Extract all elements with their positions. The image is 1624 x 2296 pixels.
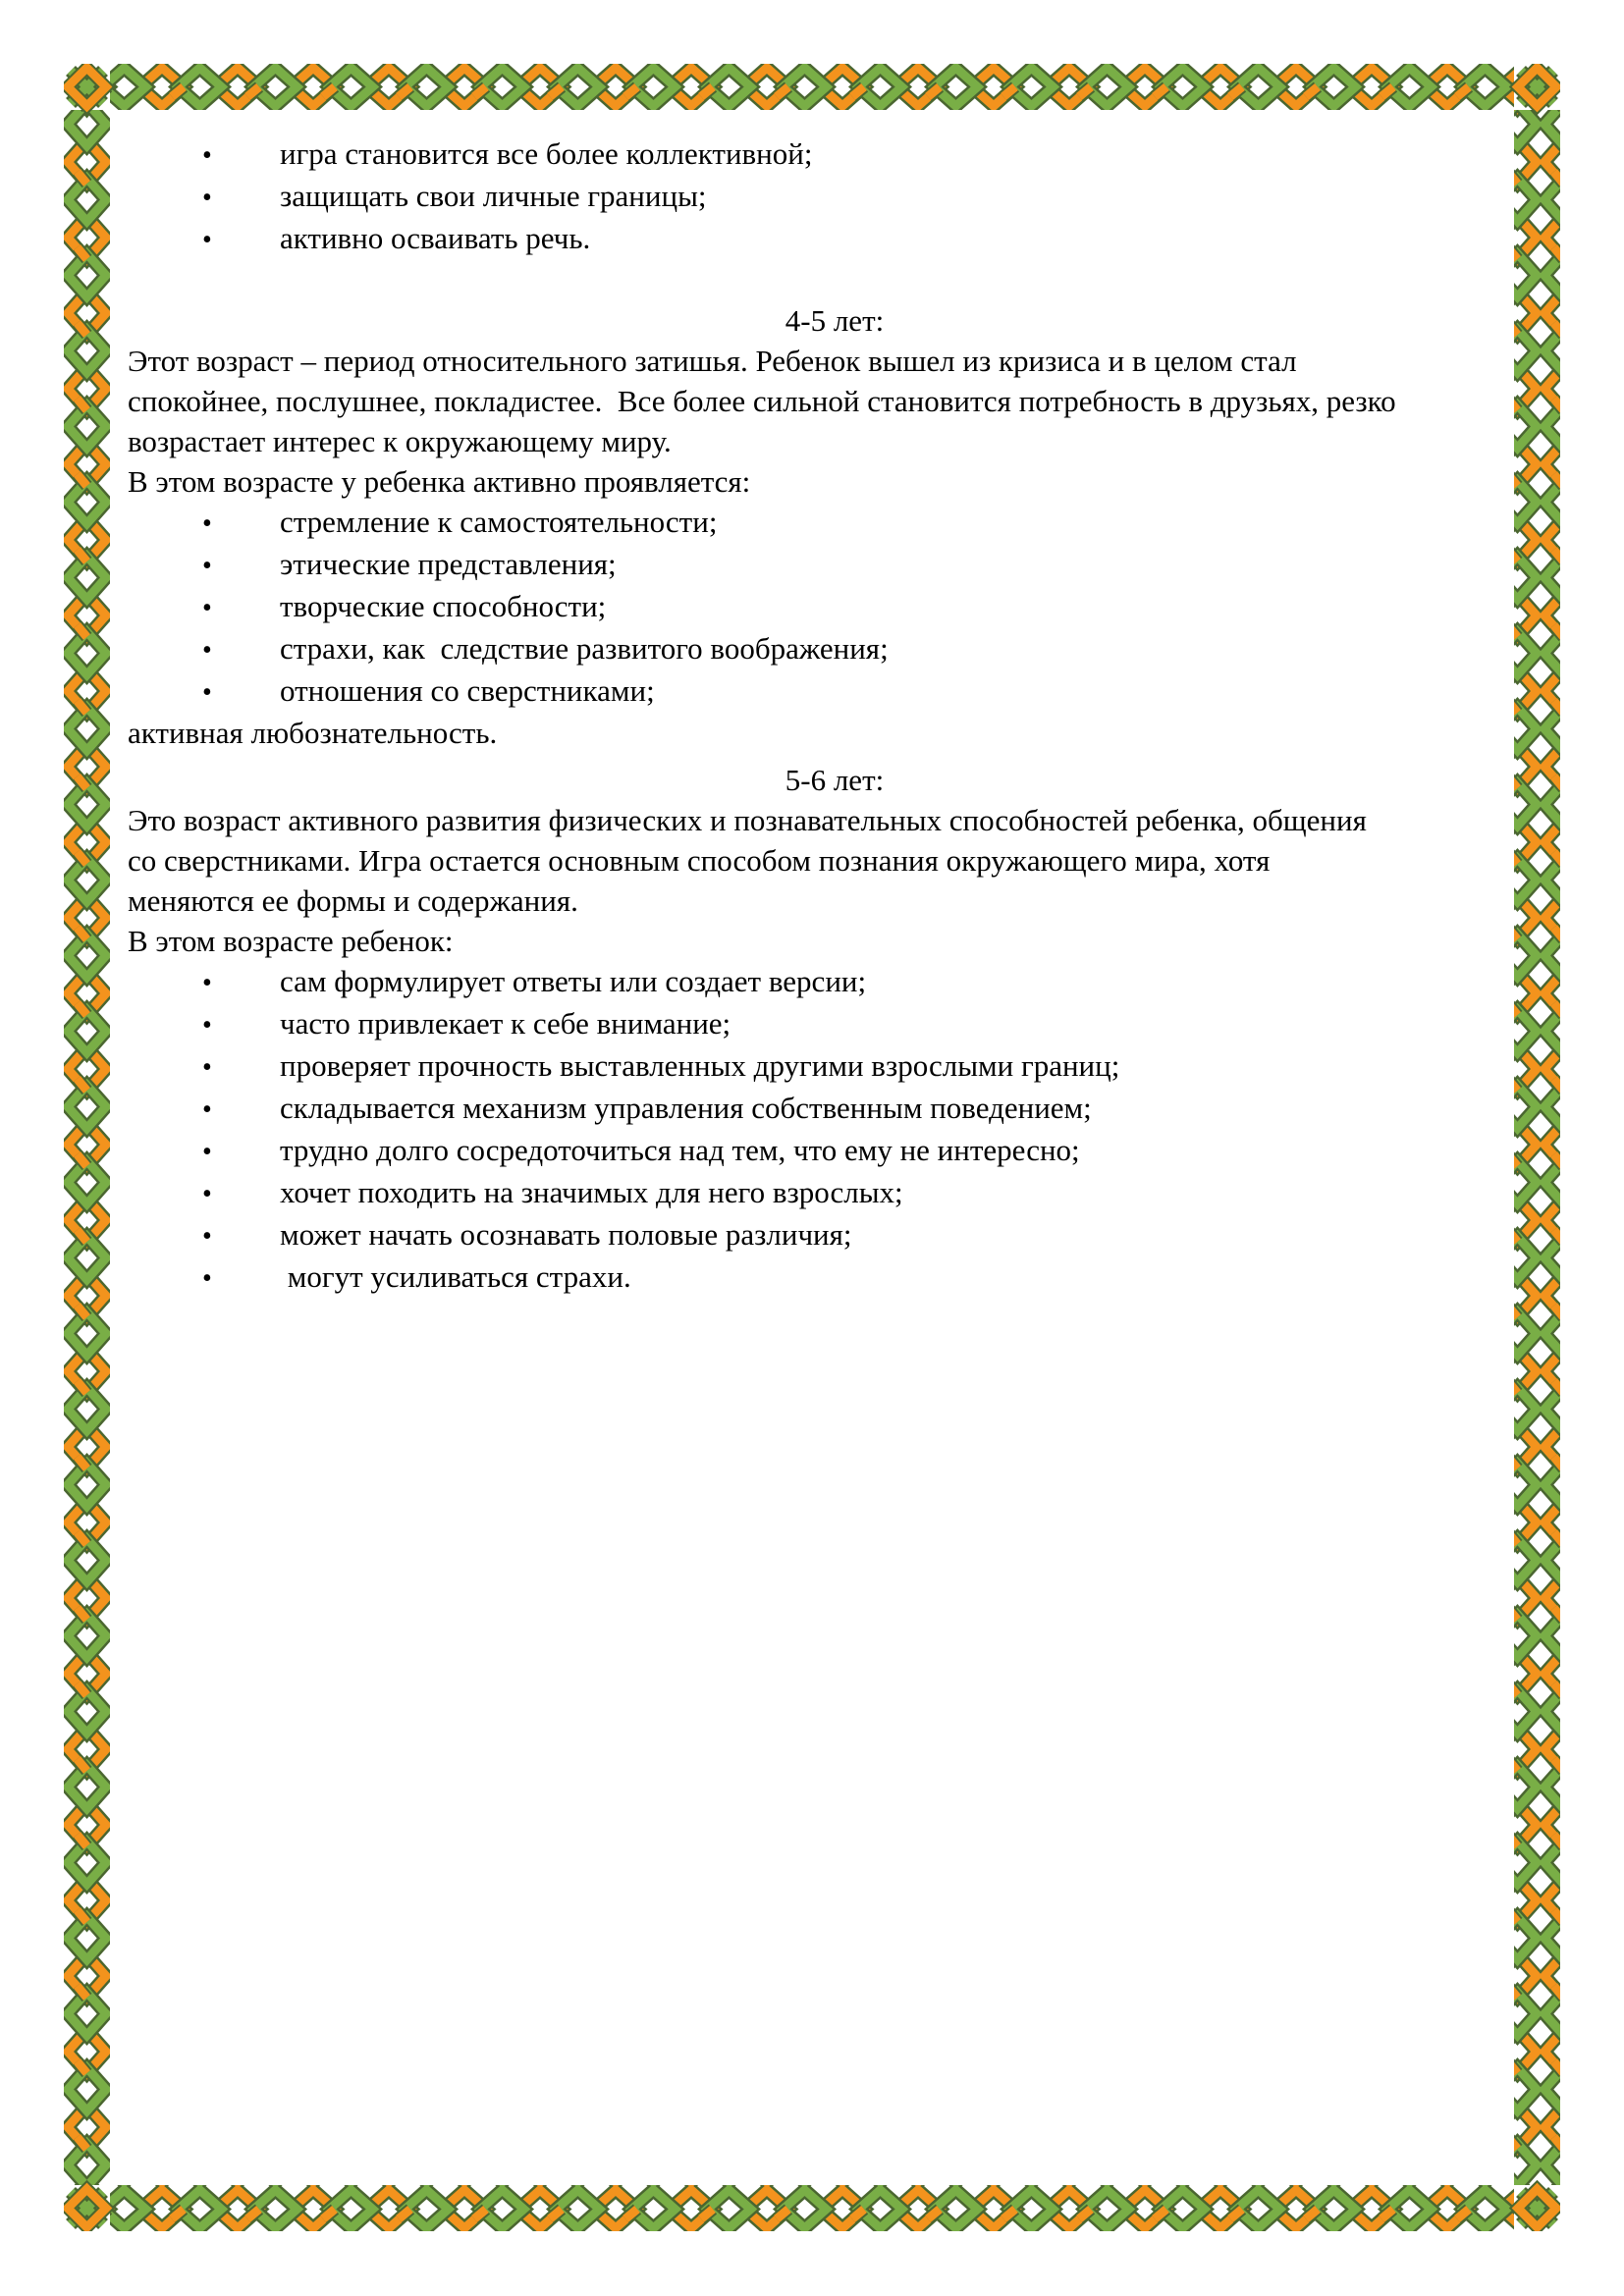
bullet-dot-icon: • xyxy=(202,1179,212,1209)
list-item-text: может начать осознавать половые различия; xyxy=(280,1217,852,1252)
paragraph-line: спокойнее, послушнее, покладистее. Все более сильной становится потребность в друзьях, резко xyxy=(128,384,1396,418)
bullet-dot-icon: • xyxy=(202,1010,212,1041)
list-item xyxy=(128,176,1542,218)
list-item-text: творческие способности; xyxy=(280,589,607,623)
bullet-dot-icon: • xyxy=(202,1052,212,1083)
list-item-text: хочет походить на значимых для него взрослых; xyxy=(280,1175,903,1209)
bullet-dot-icon: • xyxy=(202,225,212,255)
outro-4-5: активная любознательность. xyxy=(128,716,498,750)
list-item xyxy=(128,961,1542,1003)
list-item xyxy=(128,218,1542,260)
bullet-dot-icon: • xyxy=(202,551,212,581)
list-item-text: активно осваивать речь. xyxy=(280,221,591,255)
list-item xyxy=(128,1088,1542,1130)
bullet-dot-icon: • xyxy=(202,677,212,708)
list-item-text: страхи, как следствие развитого воображения; xyxy=(280,631,889,666)
paragraph-line: меняются ее формы и содержания. xyxy=(128,883,578,918)
border-corner-top-left xyxy=(68,68,106,106)
bullet-dot-icon: • xyxy=(202,1263,212,1294)
border-corner-bottom-right xyxy=(1518,2189,1556,2227)
border-top-strip xyxy=(110,64,1514,110)
bullet-dot-icon: • xyxy=(202,635,212,666)
border-bottom-strip xyxy=(110,2185,1514,2231)
list-item xyxy=(128,628,1542,670)
list-item xyxy=(128,1214,1542,1256)
list-item xyxy=(128,586,1542,628)
list-item xyxy=(128,1045,1542,1088)
list-item-text: защищать свои личные границы; xyxy=(280,179,707,213)
list-item-text: часто привлекает к себе внимание; xyxy=(280,1006,731,1041)
intro-bullet-list xyxy=(128,133,1542,260)
bullet-list-5-6 xyxy=(128,961,1542,1299)
bullet-dot-icon: • xyxy=(202,1137,212,1167)
list-item-text: стремление к самостоятельности; xyxy=(280,505,718,539)
list-item xyxy=(128,502,1542,544)
section-heading-5-6: 5-6 лет: xyxy=(785,763,885,797)
list-item-text: игра становится все более коллективной; xyxy=(280,136,813,171)
paragraph-line: Это возраст активного развития физических и познавательных способностей ребенка, общения xyxy=(128,803,1367,837)
paragraph-5-6 xyxy=(128,800,1542,921)
list-item xyxy=(128,1256,1542,1299)
list-item xyxy=(128,1130,1542,1172)
border-corner-bottom-left xyxy=(68,2189,106,2227)
bullet-dot-icon: • xyxy=(202,183,212,213)
list-item-text: трудно долго сосредоточиться над тем, что ему не интересно; xyxy=(280,1133,1080,1167)
bullet-list-4-5 xyxy=(128,502,1542,713)
bullet-dot-icon: • xyxy=(202,593,212,623)
section-heading-4-5: 4-5 лет: xyxy=(785,303,885,338)
list-item xyxy=(128,1172,1542,1214)
bullet-dot-icon: • xyxy=(202,968,212,998)
bullet-dot-icon: • xyxy=(202,508,212,539)
list-item-text: этические представления; xyxy=(280,547,617,581)
list-item-text: отношения со сверстниками; xyxy=(280,673,655,708)
lead-in-4-5: В этом возрасте у ребенка активно проявляется: xyxy=(128,464,751,499)
lead-in-5-6: В этом возрасте ребенок: xyxy=(128,924,454,958)
list-item-text: могут усиливаться страхи. xyxy=(280,1259,631,1294)
border-corner-top-right xyxy=(1518,68,1556,106)
paragraph-4-5 xyxy=(128,341,1542,461)
document-content xyxy=(128,133,1542,1299)
border-left-strip xyxy=(64,110,110,2185)
bullet-dot-icon: • xyxy=(202,140,212,171)
list-item-text: проверяет прочность выставленных другими взрослыми границ; xyxy=(280,1048,1120,1083)
bullet-dot-icon: • xyxy=(202,1095,212,1125)
list-item xyxy=(128,133,1542,176)
bullet-dot-icon: • xyxy=(202,1221,212,1252)
list-item-text: складывается механизм управления собственным поведением; xyxy=(280,1091,1092,1125)
paragraph-line: со сверстниками. Игра остается основным способом познания окружающего мира, хотя xyxy=(128,843,1271,878)
paragraph-line: возрастает интерес к окружающему миру. xyxy=(128,424,672,458)
list-item xyxy=(128,1003,1542,1045)
list-item xyxy=(128,544,1542,586)
list-item xyxy=(128,670,1542,713)
paragraph-line: Этот возраст – период относительного затишья. Ребенок вышел из кризиса и в целом стал xyxy=(128,344,1297,378)
list-item-text: сам формулирует ответы или создает версии; xyxy=(280,964,867,998)
